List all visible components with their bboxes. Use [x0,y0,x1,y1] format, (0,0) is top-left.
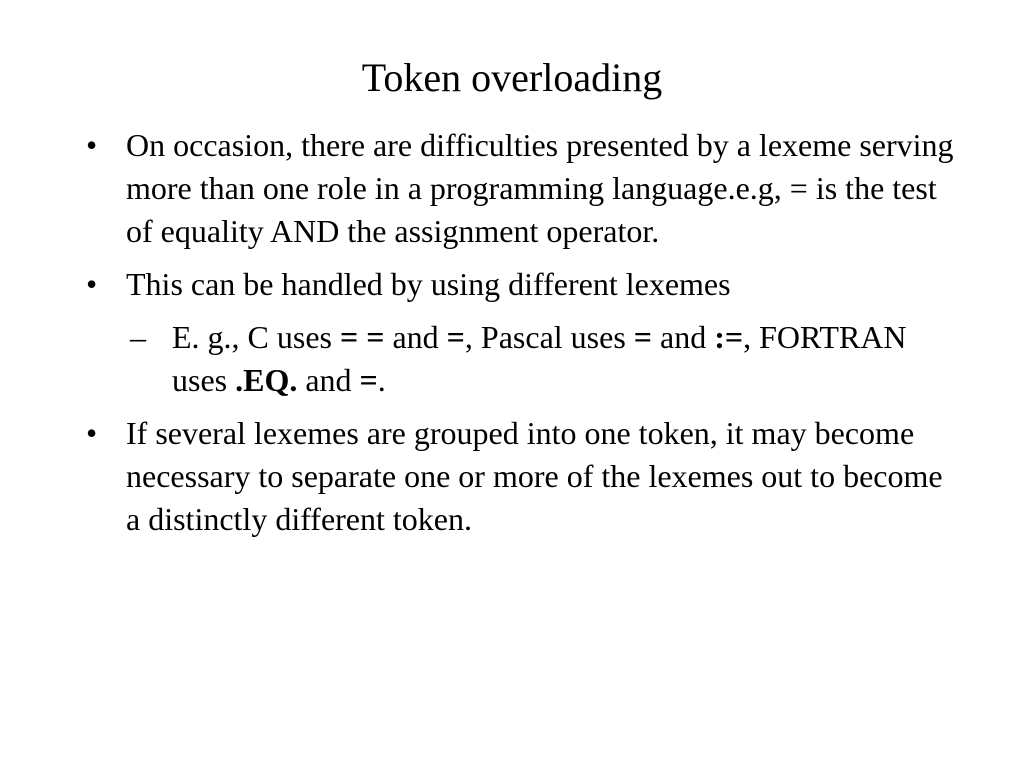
bullet-text: On occasion, there are difficulties presented by a lexeme serving more than one role in a programming language.e.g, = is the test of equality AND the assignment operator. [126,127,954,249]
bullet-text: This can be handled by using different lexemes [126,266,731,302]
bullet-marker: • [86,415,98,451]
bullet-item [86,124,956,253]
sub-text-part: . [377,362,386,398]
sub-bullet-marker: – [130,319,146,355]
bullet-marker: • [86,266,98,302]
c-equality-operator: = = [340,319,385,355]
sub-text-part: , FORTRAN uses [172,319,907,398]
sub-bullet-text [172,319,907,398]
slide-body [86,124,956,551]
pascal-assignment-operator: := [714,319,744,355]
sub-bullet-item [86,316,956,402]
bullet-item [86,263,956,306]
bullet-marker: • [86,127,98,163]
sub-text-part: and [384,319,447,355]
bullet-text: If several lexemes are grouped into one token, it may become necessary to separate one or more of the lexemes out to become a distinctly different token. [126,415,943,537]
sub-text-part: and [297,362,360,398]
fortran-assignment-operator: = [359,362,378,398]
sub-text-part: , Pascal uses [464,319,634,355]
c-assignment-operator: = [446,319,465,355]
sub-text-part: and [652,319,715,355]
bullet-item [86,412,956,541]
fortran-equality-operator: .EQ. [235,362,298,398]
pascal-equality-operator: = [633,319,652,355]
sub-text-part: E. g., C uses [172,319,340,355]
slide-title: Token overloading [361,55,663,100]
